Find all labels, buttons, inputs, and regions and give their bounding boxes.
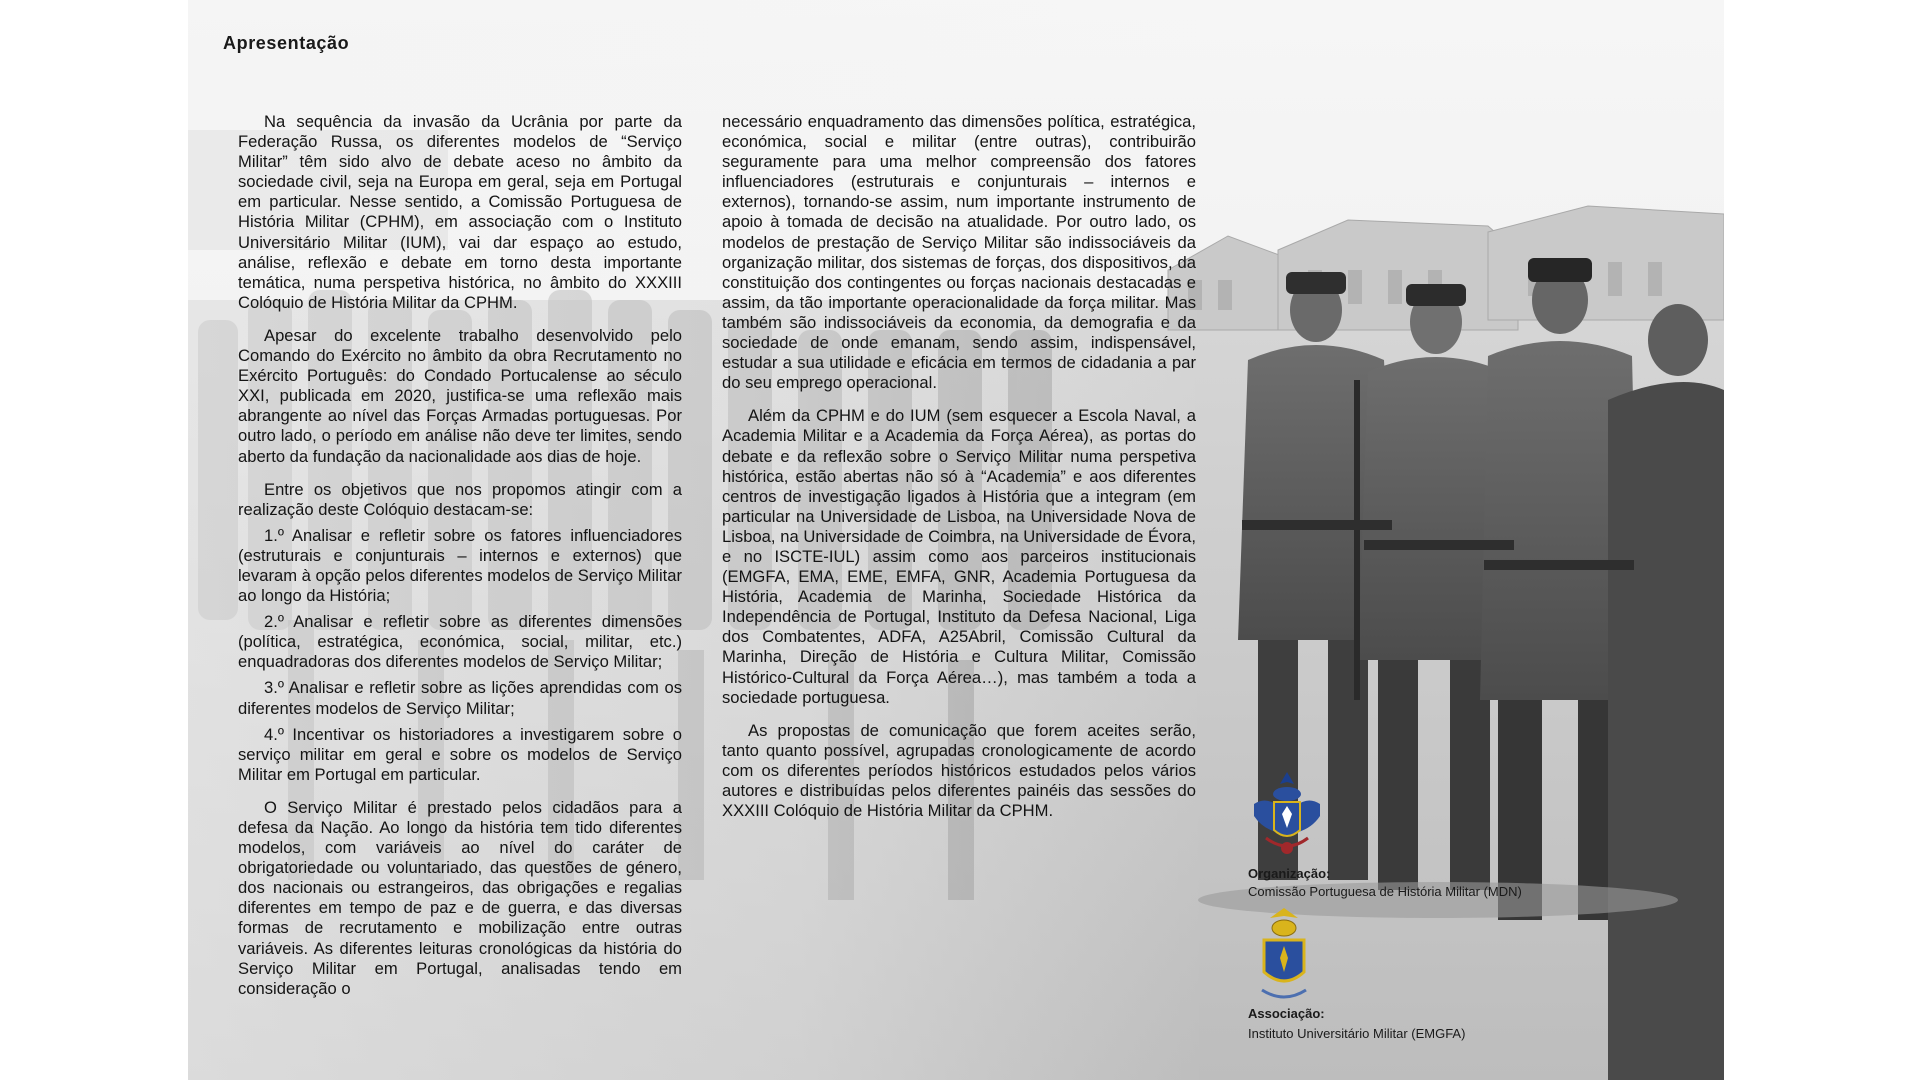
paragraph: Na sequência da invasão da Ucrânia por parte da Federação Russa, os diferentes modelos de “Serviço Militar” têm sido alvo de debate aceso no âmbito da sociedade civil, seja na Europa em geral, seja em Portugal em particular. Nesse sentido, a Comissão Portuguesa de História Militar (CPHM), em associação com o Instituto Universitário Militar (IUM), vai dar espaço ao estudo, análise, reflexão e debate em torno desta importante temática, numa perspetiva histórica, no âmbito do XXXIII Colóquio de História Militar da CPHM.	[238, 112, 682, 312]
organization-label: Organização:	[1248, 866, 1331, 881]
page-title: Apresentação	[223, 33, 350, 53]
ium-crest-icon	[1254, 906, 1314, 1004]
paragraph: Apesar do excelente trabalho desenvolvido pelo Comando do Exército no âmbito da obra Recrutamento no Exército Português: do Condado Portucalense ao século XXI, publicada em 2020, justifica-se uma reflexão mais abrangente ao nível das Forças Armadas portuguesas. Por outro lado, o período em análise não deve ter limites, sendo aberto da fundação da nacionalidade aos dias de hoje.	[238, 325, 682, 466]
cphm-crest-icon	[1246, 770, 1328, 862]
objective-item: 2.º Analisar e refletir sobre as diferentes dimensões (política, estratégica, económica, social, militar, etc.) enquadradoras dos diferentes modelos de Serviço Militar;	[238, 612, 682, 672]
left-column	[238, 112, 682, 1012]
paragraph: As propostas de comunicação que forem aceites serão, tanto quanto possível, agrupadas cronologicamente de acordo com os diferentes períodos históricos estudados pelos vários autores e distribuídas pelos diferentes painéis das sessões do XXXIII Colóquio de História Militar da CPHM.	[722, 720, 1196, 821]
paragraph: Entre os objetivos que nos propomos atingir com a realização deste Colóquio destacam-se:	[238, 479, 682, 519]
objective-item: 1.º Analisar e refletir sobre os fatores influenciadores (estruturais e conjunturais – internos e externos) que levaram à opção pelos diferentes modelos de Serviço Militar ao longo da História;	[238, 525, 682, 606]
association-name: Instituto Universitário Militar (EMGFA)	[1248, 1026, 1466, 1041]
organization-name: Comissão Portuguesa de História Militar (MDN)	[1248, 884, 1522, 899]
objective-item: 3.º Analisar e refletir sobre as lições aprendidas com os diferentes modelos de Serviço Militar;	[238, 678, 682, 718]
paragraph: Além da CPHM e do IUM (sem esquecer a Escola Naval, a Academia Militar e a Academia da Força Aérea), as portas do debate e da reflexão sobre o Serviço Militar numa perspetiva histórica, estão abertas não só à “Academia” e aos diferentes centros de investigação ligados à História que a integram (em particular na Universidade de Lisboa, na Universidade Nova de Lisboa, na Universidade de Coimbra, na Universidade de Évora, e no ISCTE-IUL) assim como aos parceiros institucionais (EMGFA, EMA, EME, EMFA, GNR, Academia Portuguesa da História, Academia de Marinha, Sociedade Histórica da Independência de Portugal, Instituto da Defesa Nacional, Liga dos Combatentes, ADFA, A25Abril, Comissão Cultural da Marinha, Direção de História e Cultura Militar, Comissão Histórico-Cultural da Força Aérea…), mas também a toda a sociedade portuguesa.	[722, 406, 1196, 707]
association-label: Associação:	[1248, 1006, 1325, 1021]
right-column	[722, 112, 1196, 834]
objective-item: 4.º Incentivar os historiadores a investigarem sobre o serviço militar em geral e sobre os modelos de Serviço Militar em Portugal em particular.	[238, 724, 682, 784]
document-page	[188, 0, 1724, 1080]
paragraph: necessário enquadramento das dimensões política, estratégica, económica, social e militar (entre outras), contribuirão seguramente para uma melhor compreensão dos fatores influenciadores (estruturais e conjunturais – internos e externos), tornando-se assim, num importante instrumento de apoio à tomada de decisão na atualidade. Por outro lado, os modelos de prestação de Serviço Militar são indissociáveis da organização militar, dos sistemas de forças, dos dispositivos, da constituição dos contingentes ou forças nacionais destacadas e assim, da tão importante operacionalidade da força militar. Mas também são indissociáveis da economia, da demografia e da sociedade de onde emanam, sendo assim, indispensável, estudar a sua utilidade e eficácia em termos de cidadania a par do seu emprego operacional.	[722, 112, 1196, 393]
paragraph: O Serviço Militar é prestado pelos cidadãos para a defesa da Nação. Ao longo da história tem tido diferentes modelos, com variáveis ao nível do caráter de obrigatoriedade ou voluntariado, das questões de género, dos nacionais ou estrangeiros, das obrigações e regalias diferentes em tempo de paz e de guerra, e das diversas formas de recrutamento e mobilização entre outras variáveis. As diferentes leituras cronológicas da história do Serviço Militar em Portugal, analisadas tendo em consideração o	[238, 797, 682, 998]
